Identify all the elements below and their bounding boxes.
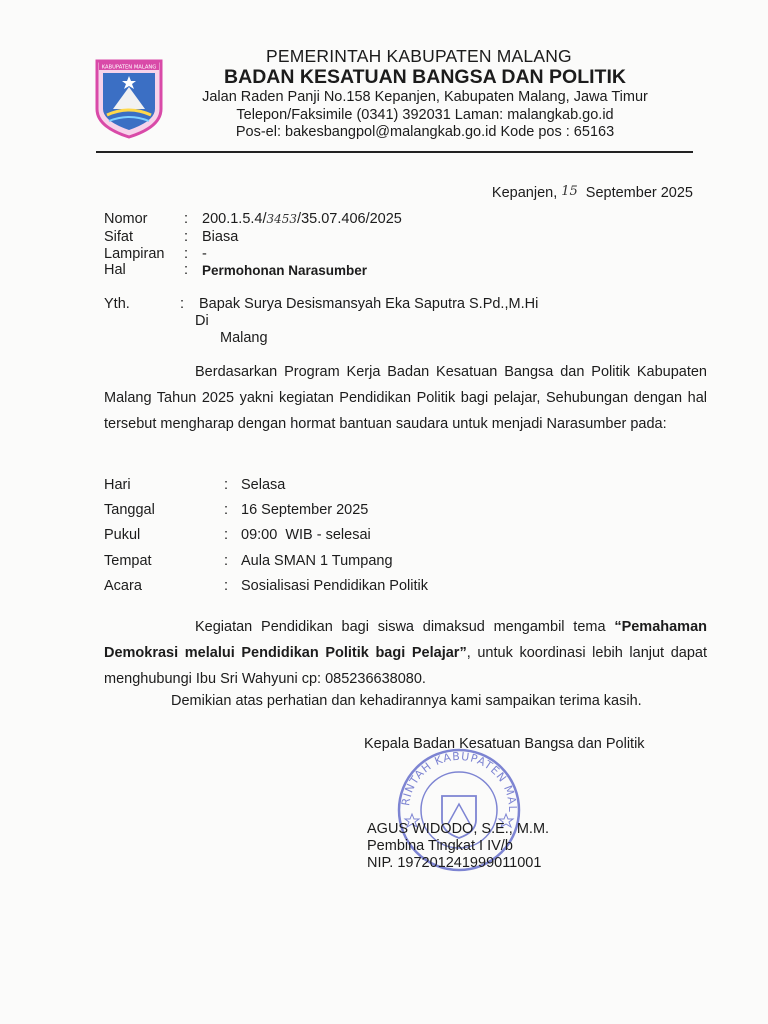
body-closing: Demikian atas perhatian dan kehadirannya kami sampaikan terima kasih. [171,693,642,709]
sifat-colon: : [184,229,189,245]
nomor-handwritten: 3453 [266,212,298,226]
detail-label-tempat: Tempat [104,553,152,569]
signature-title: Kepala Badan Kesatuan Bangsa dan Politik [364,736,645,752]
detail-colon-tempat: : [224,553,229,569]
detail-label-tanggal: Tanggal [104,502,155,518]
nomor-suffix: /35.07.406/2025 [297,211,402,227]
signatory-name: AGUS WIDODO, S.E., M.M. [367,821,550,837]
detail-colon-acara: : [224,578,229,594]
detail-colon-pukul: : [224,527,229,543]
letter-date [492,185,693,201]
kop-agency-name: BADAN KESATUAN BANGSA DAN POLITIK [224,66,626,88]
nomor-colon: : [184,211,189,227]
recipient-di: Di [195,313,209,329]
paragraph-2-start: Kegiatan Pendidikan bagi siswa dimaksud mengambil tema [195,619,615,635]
detail-colon-tanggal: : [224,502,229,518]
kabupaten-malang-logo [93,57,165,139]
stamp-text: RINTAH KABUPATEN MAL [399,749,520,814]
hal-label: Hal [104,262,126,278]
detail-label-hari: Hari [104,477,131,493]
recipient-colon: : [180,296,185,312]
hal-colon: : [184,262,189,278]
hal-value: Permohonan Narasumber [202,263,368,278]
kop-phone: Telepon/Faksimile (0341) 392031 Laman: malangkab.go.id [236,107,614,123]
detail-value-pukul: 09:00 WIB - selesai [241,527,371,543]
detail-value-acara: Sosialisasi Pendidikan Politik [241,578,428,594]
paragraph-2-theme: “Pemahaman Demokrasi melalui Pendidikan Politik bagi Pelajar” [104,619,707,661]
body-paragraph-2 [104,614,707,692]
recipient-name: Bapak Surya Desismansyah Eka Saputra S.Pd.,M.Hi [199,296,539,312]
logo-text: KABUPATEN MALANG [101,64,157,71]
detail-label-acara: Acara [104,578,142,594]
date-place: Kepanjen, [491,185,558,201]
nomor-label: Nomor [104,211,148,227]
detail-value-tanggal: 16 September 2025 [241,502,369,518]
paragraph-2-end: , untuk koordinasi lebih lanjut dapat menghubungi Ibu Sri Wahyuni cp: 085236638080. [104,645,707,687]
kop-address: Jalan Raden Panji No.158 Kepanjen, Kabupaten Malang, Jawa Timur [202,89,648,105]
detail-value-hari: Selasa [241,477,286,493]
detail-value-tempat: Aula SMAN 1 Tumpang [241,553,393,569]
kop-government-name: PEMERINTAH KABUPATEN MALANG [266,46,572,66]
nomor-prefix: 200.1.5.4/ [202,211,267,227]
detail-label-pukul: Pukul [104,527,141,543]
lampiran-colon: : [184,246,189,262]
kop-email: Pos-el: bakesbangpol@malangkab.go.id Kode pos : 65163 [235,124,615,140]
lampiran-value: - [202,246,207,262]
body-paragraph-1: Berdasarkan Program Kerja Badan Kesatuan Bangsa dan Politik Kabupaten Malang Tahun 2025 yakni kegiatan Pendidikan Politik bagi pelajar, Sehubungan dengan hal tersebut mengharap dengan hormat bantuan saudara untuk menjadi Narasumber pada: [104,364,707,432]
letterhead-divider [96,151,693,153]
date-day-handwritten: 15 [561,184,578,199]
detail-colon-hari: : [224,477,229,493]
nomor-value [202,211,402,227]
date-month-year: September 2025 [585,185,693,201]
signatory-nip: NIP. 197201241999011001 [367,855,542,871]
svg-text:PEMERINTAH KABUPATEN MALANG [390,740,519,813]
recipient-label: Yth. [104,296,130,312]
lampiran-label: Lampiran [104,246,165,262]
recipient-city: Malang [220,330,268,346]
signatory-rank: Pembina Tingkat I IV/b [367,838,513,854]
sifat-label: Sifat [104,229,134,245]
sifat-value: Biasa [202,229,239,245]
